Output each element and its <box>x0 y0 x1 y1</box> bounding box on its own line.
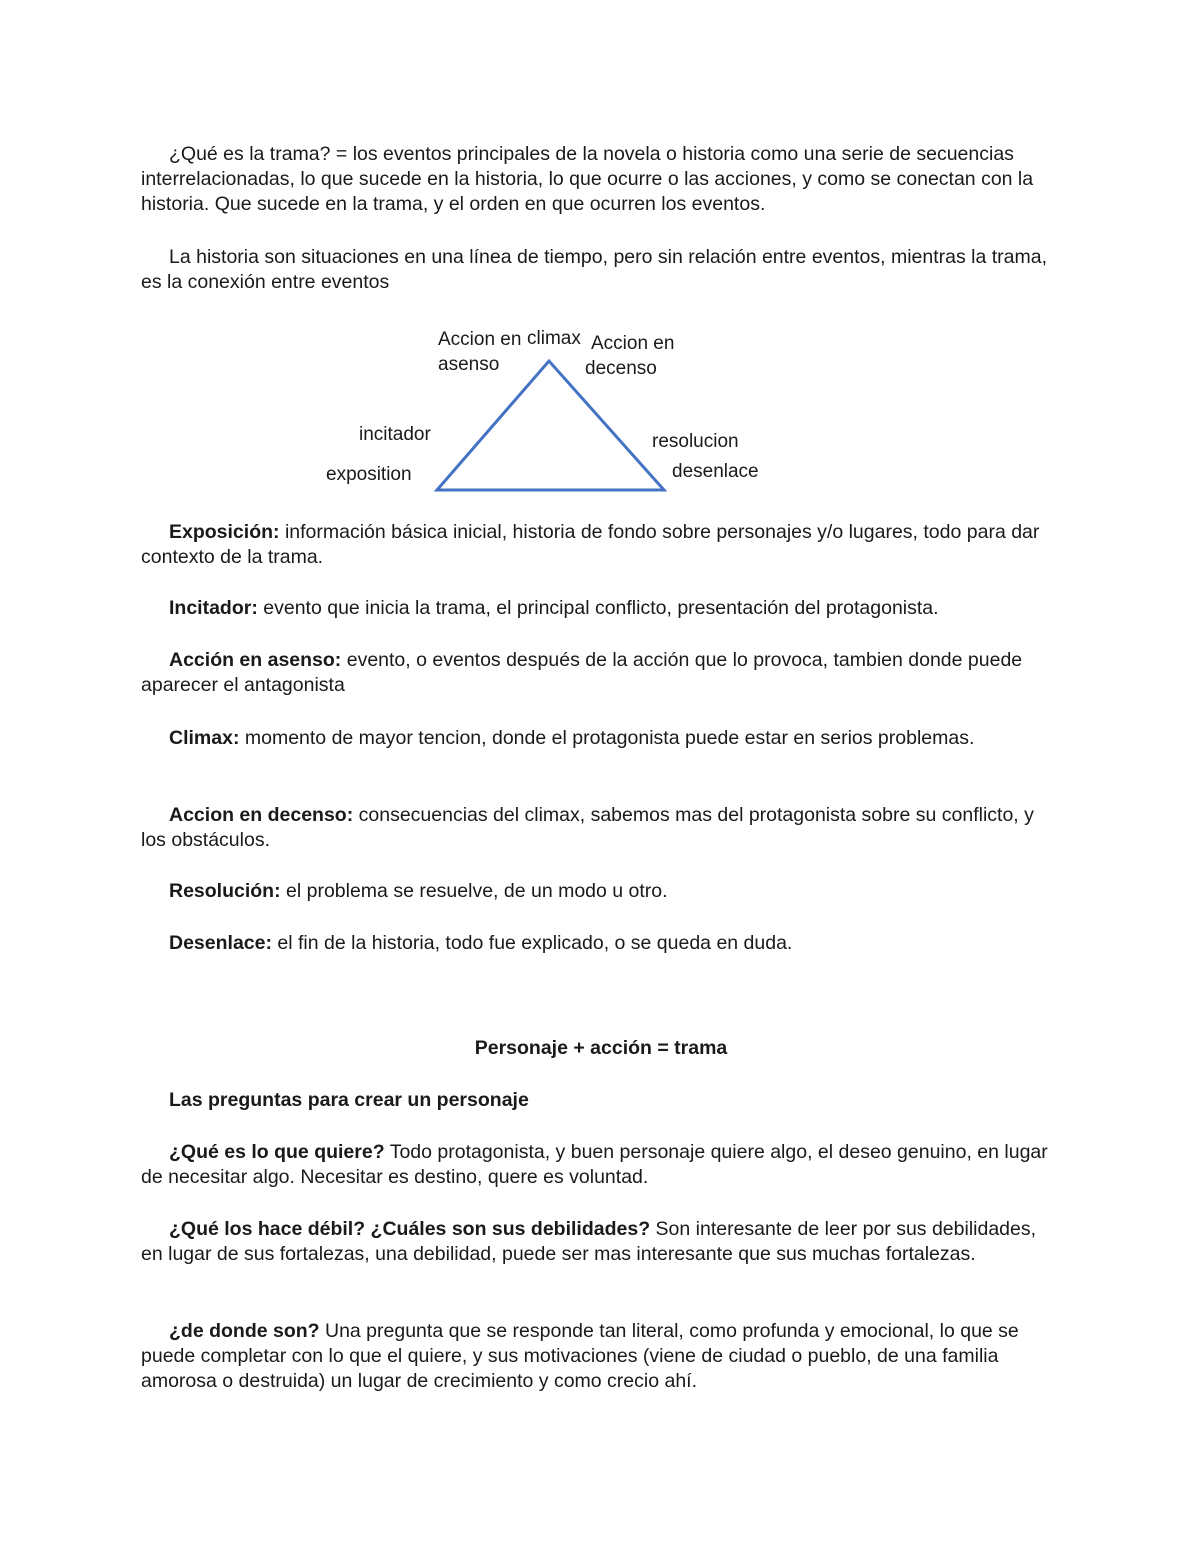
intro-paragraph-2: La historia son situaciones en una línea de tiempo, pero sin relación entre eventos, mientras la trama, es la conexión entre eventos <box>141 246 1047 293</box>
question-debilidades <box>141 1217 1061 1267</box>
question-que-quiere <box>141 1140 1061 1190</box>
label-exposition: exposition <box>326 464 412 485</box>
definition-term: Exposición: <box>169 521 280 543</box>
definition-text: información básica inicial, historia de fondo sobre personajes y/o lugares, todo para dar contexto de la trama. <box>141 521 1040 568</box>
question-term: ¿Qué los hace débil? ¿Cuáles son sus debilidades? <box>169 1218 651 1240</box>
question-de-donde <box>141 1319 1061 1394</box>
definition-text: el fin de la historia, todo fue explicado, o se queda en duda. <box>271 932 793 954</box>
definition-accion-asenso <box>141 648 1061 698</box>
definition-accion-decenso <box>141 803 1061 853</box>
definition-exposicion <box>141 520 1061 570</box>
definition-term: Incitador: <box>169 597 258 619</box>
label-resolucion: resolucion <box>652 431 739 452</box>
definition-text: evento, o eventos después de la acción que lo provoca, tambien donde puede aparecer el antagonista <box>141 649 1023 696</box>
definition-term: Acción en asenso: <box>169 649 342 671</box>
intro-paragraph-1: ¿Qué es la trama? = los eventos principales de la novela o historia como una serie de secuencias interrelacionadas, lo que sucede en la historia, lo que ocurre o las acciones, y como se conectan con la historia. Que sucede en la trama, y el orden en que ocurren los eventos. <box>141 143 1034 215</box>
question-term: ¿Qué es lo que quiere? <box>169 1141 385 1163</box>
definition-term: Climax: <box>169 727 240 749</box>
label-climax: climax <box>527 328 581 349</box>
plot-triangle <box>437 361 664 490</box>
section-heading: Personaje + acción = trama <box>474 1037 728 1059</box>
label-falling-line1: Accion en <box>591 333 675 354</box>
definition-text: el problema se resuelve, de un modo u otro. <box>280 880 668 902</box>
label-desenlace: desenlace <box>672 461 759 482</box>
definition-incitador <box>141 596 1061 621</box>
definition-term: Resolución: <box>169 880 281 902</box>
definition-term: Desenlace: <box>169 932 272 954</box>
definition-text: evento que inicia la trama, el principal conflicto, presentación del protagonista. <box>257 597 939 619</box>
label-incitador: incitador <box>359 424 431 445</box>
question-text: Todo protagonista, y buen personaje quiere algo, el deseo genuino, en lugar de necesitar algo. Necesitar es destino, quere es voluntad. <box>141 1141 1048 1188</box>
question-text: Una pregunta que se responde tan literal, como profunda y emocional, lo que se puede completar con lo que el quiere, y sus motivaciones (viene de ciudad o pueblo, de una familia amorosa o destruida) un lugar de crecimiento y como crecio ahí. <box>141 1320 1019 1392</box>
definition-resolucion <box>141 879 1061 904</box>
definition-climax <box>141 726 1061 751</box>
label-falling-line2: decenso <box>585 358 657 379</box>
question-text: Son interesante de leer por sus debilidades, en lugar de sus fortalezas, una debilidad, puede ser mas interesante que sus muchas fortalezas. <box>141 1218 1037 1265</box>
definition-text: momento de mayor tencion, donde el protagonista puede estar en serios problemas. <box>239 727 975 749</box>
section-subheading: Las preguntas para crear un personaje <box>169 1089 529 1111</box>
question-term: ¿de donde son? <box>169 1320 320 1342</box>
definition-desenlace <box>141 931 1061 956</box>
definition-text: consecuencias del climax, sabemos mas del protagonista sobre su conflicto, y los obstáculos. <box>141 804 1034 851</box>
label-rising-line2: asenso <box>438 354 500 375</box>
label-rising-line1: Accion en <box>438 329 522 350</box>
definition-term: Accion en decenso: <box>169 804 354 826</box>
